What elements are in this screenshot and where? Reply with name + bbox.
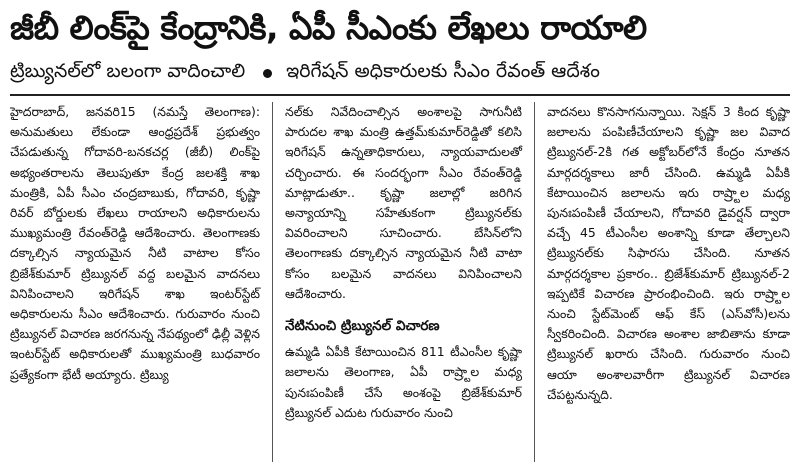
subheadline-right: ఇరిగేషన్ అధికారులకు సీఎం రేవంత్ ఆదేశం [286,59,600,82]
article-paragraph: ఉమ్మడి ఏపీకి కేటాయించిన 811 టీఎంసీల కృష్ణా జలాలను తెలంగాణ, ఏపీ రాష్ర్టాల మధ్య పునఃపంపిణీ చేసే అంశంపై బ్రిజేశ్‌కుమార్ ట్రిబ్యునల్ ఎదుట గురువారం నుంచి [285,344,522,420]
divider [10,94,790,96]
bullet-separator-icon [263,69,272,78]
article-paragraph: నల్‌కు నివేదించాల్సిన అంశాలపై సాగునీటి పారుదల శాఖ మంత్రి ఉత్తమ్‌కుమార్‌రెడ్డితో కలిసి ఇరిగేషన్ ఉన్నతాధికారులు, న్యాయవాదులతో చర్చించారు. ఈ సందర్భంగా సీఎం రేవంత్‌రెడ్డి మాట్లాడుతూ.. కృష్ణా జలాల్లో జరిగిన అన్యాయాన్ని సహేతుకంగా ట్రిబ్యునల్‌కు వివరించాలని సూచించారు. బేసిన్‌లోని తెలంగాణకు దక్కాల్సిన న్యాయమైన నీటి వాటా కోసం బలమైన వాదనలు వినిపించాలని ఆదేశించారు. [285,104,522,301]
headline: జీబీ లింక్‌పై కేంద్రానికి, ఏపీ సీఎంకు లేఖలు రాయాలి [10,8,647,47]
article-column-1 [10,102,272,462]
article-column-3 [534,102,790,462]
subheadline-left: ట్రిబ్యునల్‌లో బలంగా వాదించాలి [10,59,246,82]
section-heading: నేటినుంచి ట్రిబ్యునల్ విచారణ [285,318,440,335]
article-paragraph: హైదరాబాద్, జనవరి15 (నమస్తే తెలంగాణ): అనుమతులు లేకుండా ఆంధ్రప్రదేశ్ ప్రభుత్వం చేపడుతున్న గోదావరి-బనకచర్ల (జీబీ) లింక్‌పై అభ్యంతరాలను తెలుపుతూ కేంద్ర జలశక్తి శాఖ మంత్రికి, ఏపీ సీఎం చంద్రబాబుకు, గోదావరి, కృష్ణా రివర్ బోర్డులకు లేఖలు రాయాలని అధికారులను ముఖ్యమంత్రి రేవంత్‌రెడ్డి ఆదేశించారు. తెలంగాణకు దక్కాల్సిన న్యాయమైన నీటి వాటాల కోసం బ్రిజేశ్‌కుమార్ ట్రిబ్యునల్ వద్ద బలమైన వాదనలు వినిపించాలని ఇరిగేషన్ శాఖ ఇంటర్‌స్టేట్ అధికారులను సీఎం ఆదేశించారు. గురువారం నుంచి ట్రిబ్యునల్ విచారణ జరగనున్న నేపథ్యంలో ఢిల్లీ వెళ్లిన ఇంటర్‌స్టేట్ అధికారులతో ముఖ్యమంత్రి బుధవారం ప్రత్యేకంగా భేటీ అయ్యారు. ట్రిబ్యు [10,104,260,382]
article-body [10,102,790,462]
subheadline [10,58,790,88]
article-column-2 [272,102,534,462]
article-paragraph: వాదనలు కొనసాగనున్నాయి. సెక్షన్ 3 కింద కృష్ణా జలాలను పంపిణీచేయాలని కృష్ణా జల వివాద ట్రిబ్యునల్-2కి గత అక్టోబర్‌లోనే కేంద్రం నూతన మార్గదర్శకాలు జారీ చేసింది. ఉమ్మడి ఏపీకి కేటాయించిన జలాలను ఇరు రాష్ర్టాల మధ్య పునఃపంపిణీ చేయాలని, గోదావరి డైవర్షన్ ద్వారా వచ్చే 45 టీఎంసీల అంశాన్ని కూడా తేల్చాలని ట్రిబ్యునల్‌కు సిఫారసు చేసింది. నూతన మార్గదర్శకాల ప్రకారం.. బ్రిజేశ్‌కుమార్ ట్రిబ్యునల్-2 ఇప్పటికే విచారణ ప్రారంభించింది. ఇరు రాష్ర్టాల నుంచి స్టేట్‌మెంట్ ఆఫ్ కేస్ (ఎస్‌వోసీ)లను స్వీకరించింది. విచారణ అంశాల జాబితాను కూడా ట్రిబ్యునల్ ఖరారు చేసింది. గురువారం నుంచి ఆయా అంశాలవారీగా ట్రిబ్యునల్ విచారణ చేపట్టనున్నది. [547,104,790,402]
